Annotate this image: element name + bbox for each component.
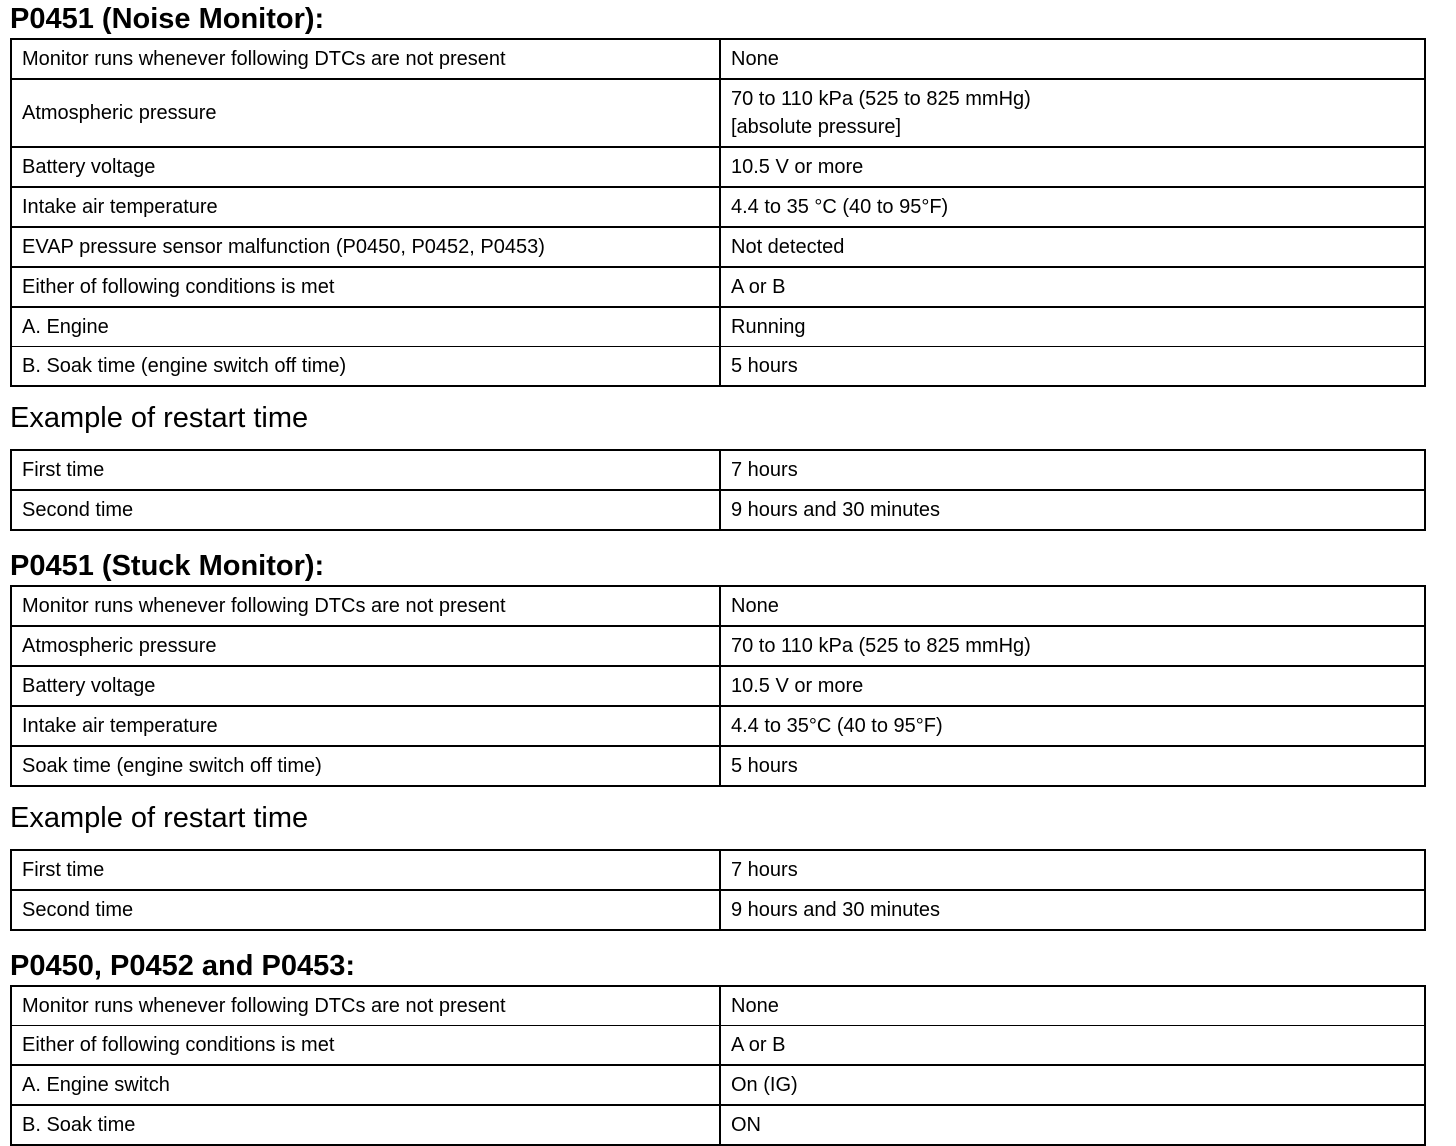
condition-label: B. Soak time (engine switch off time) — [11, 347, 720, 387]
condition-label: Monitor runs whenever following DTCs are not present — [11, 586, 720, 626]
stuck-monitor-restart-table — [10, 849, 1426, 931]
condition-label: Intake air temperature — [11, 706, 720, 746]
condition-label: A. Engine switch — [11, 1065, 720, 1105]
stuck-monitor-conditions-table — [10, 585, 1426, 787]
table-row — [11, 450, 1425, 490]
condition-label: Battery voltage — [11, 666, 720, 706]
noise-monitor-conditions-table — [10, 38, 1426, 387]
restart-label: First time — [11, 850, 720, 890]
condition-label: Atmospheric pressure — [11, 79, 720, 147]
section-title-pressure-sensor: P0450, P0452 and P0453: — [10, 950, 356, 982]
condition-value: On (IG) — [720, 1065, 1425, 1105]
table-row — [11, 586, 1425, 626]
table-row — [11, 187, 1425, 227]
table-row — [11, 490, 1425, 530]
condition-label: Soak time (engine switch off time) — [11, 746, 720, 786]
table-row — [11, 307, 1425, 347]
restart-label: Second time — [11, 890, 720, 930]
condition-value: 4.4 to 35°C (40 to 95°F) — [720, 706, 1425, 746]
condition-value: 5 hours — [720, 347, 1425, 387]
table-row — [11, 986, 1425, 1026]
table-row — [11, 347, 1425, 387]
table-row — [11, 626, 1425, 666]
condition-value: 10.5 V or more — [720, 666, 1425, 706]
table-row — [11, 79, 1425, 147]
condition-value: A or B — [720, 1026, 1425, 1066]
condition-value: Not detected — [720, 227, 1425, 267]
table-row — [11, 890, 1425, 930]
condition-label: B. Soak time — [11, 1105, 720, 1145]
example-restart-title: Example of restart time — [10, 402, 309, 434]
condition-value: 10.5 V or more — [720, 147, 1425, 187]
condition-value-line: [absolute pressure] — [731, 116, 902, 138]
pressure-sensor-conditions-table — [10, 985, 1426, 1146]
restart-value: 7 hours — [720, 850, 1425, 890]
table-row — [11, 850, 1425, 890]
condition-value: None — [720, 586, 1425, 626]
condition-label: Either of following conditions is met — [11, 267, 720, 307]
condition-label: Battery voltage — [11, 147, 720, 187]
example-restart-title: Example of restart time — [10, 802, 309, 834]
restart-value: 9 hours and 30 minutes — [720, 490, 1425, 530]
condition-value: 4.4 to 35 °C (40 to 95°F) — [720, 187, 1425, 227]
condition-label: Intake air temperature — [11, 187, 720, 227]
condition-value-line: 70 to 110 kPa (525 to 825 mmHg) — [731, 88, 1031, 110]
condition-label: Either of following conditions is met — [11, 1026, 720, 1066]
condition-label: Monitor runs whenever following DTCs are not present — [11, 986, 720, 1026]
table-row — [11, 227, 1425, 267]
table-row — [11, 39, 1425, 79]
condition-value: A or B — [720, 267, 1425, 307]
table-row — [11, 746, 1425, 786]
section-title-noise-monitor: P0451 (Noise Monitor): — [10, 3, 325, 35]
table-row — [11, 1105, 1425, 1145]
restart-label: First time — [11, 450, 720, 490]
restart-label: Second time — [11, 490, 720, 530]
condition-value: Running — [720, 307, 1425, 347]
section-title-stuck-monitor: P0451 (Stuck Monitor): — [10, 550, 325, 582]
condition-value: None — [720, 39, 1425, 79]
condition-label: Atmospheric pressure — [11, 626, 720, 666]
condition-value: None — [720, 986, 1425, 1026]
condition-label: EVAP pressure sensor malfunction (P0450, P0452, P0453) — [11, 227, 720, 267]
restart-value: 9 hours and 30 minutes — [720, 890, 1425, 930]
restart-value: 7 hours — [720, 450, 1425, 490]
condition-value: ON — [720, 1105, 1425, 1145]
table-row — [11, 706, 1425, 746]
condition-label: Monitor runs whenever following DTCs are not present — [11, 39, 720, 79]
table-row — [11, 267, 1425, 307]
document — [10, 0, 1426, 1146]
table-row — [11, 666, 1425, 706]
noise-monitor-restart-table — [10, 449, 1426, 531]
table-row — [11, 147, 1425, 187]
condition-value: 5 hours — [720, 746, 1425, 786]
condition-value — [720, 79, 1425, 147]
table-row — [11, 1026, 1425, 1066]
table-row — [11, 1065, 1425, 1105]
condition-label: A. Engine — [11, 307, 720, 347]
condition-value: 70 to 110 kPa (525 to 825 mmHg) — [720, 626, 1425, 666]
